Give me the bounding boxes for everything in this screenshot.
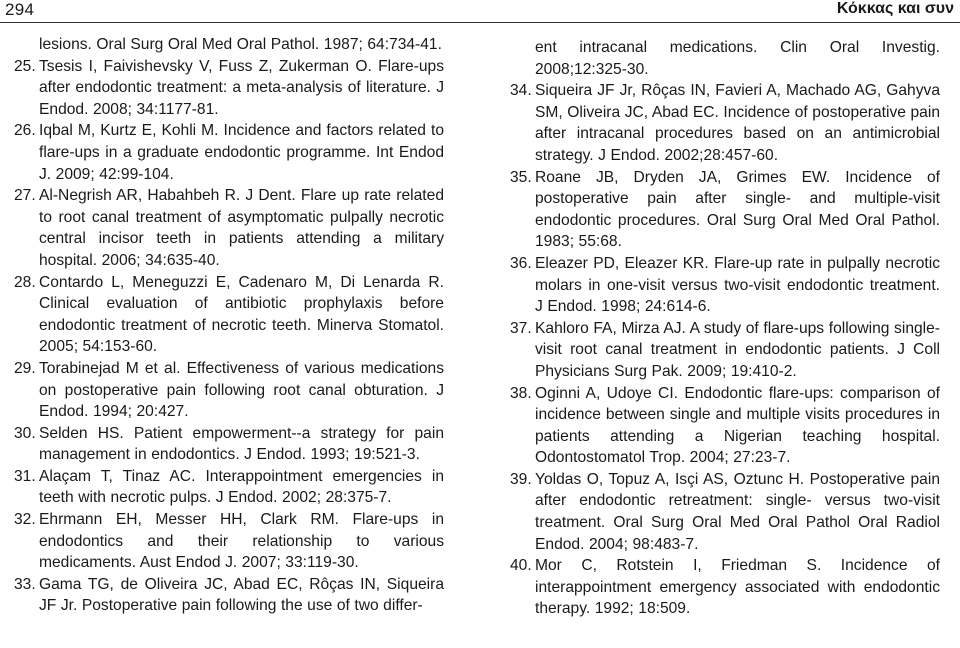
- reference-item: [510, 37, 940, 80]
- reference-text: Torabinejad M et al. Effectiveness of various medications on postoperative pain following root canal obturation. J Endod. 1994; 20:427.: [39, 359, 444, 421]
- reference-text: Eleazer PD, Eleazer KR. Flare-up rate in pulpally necrotic molars in one-visit versus two-visit endodontic treatment. J Endod. 1998; 24:614-6.: [535, 254, 940, 316]
- running-title: Κόκκας και συν: [836, 0, 954, 17]
- reference-item: [510, 383, 940, 469]
- reference-text: Siqueira JF Jr, Rôças IN, Favieri A, Machado AG, Gahyva SM, Oliveira JC, Abad EC. Incidence of postoperative pain after intracanal procedures based on an antimicrobial strategy. J Endod. 2002;28:457-60.: [535, 82, 940, 164]
- page-number: 294: [5, 0, 35, 19]
- reference-item: [14, 56, 444, 121]
- reference-text: Selden HS. Patient empowerment--a strategy for pain management in endodontics. J Endod. 1993; 19:521-3.: [39, 424, 444, 464]
- reference-number: 28.: [14, 273, 36, 291]
- reference-item: [510, 253, 940, 318]
- reference-item: [14, 185, 444, 271]
- reference-text: ent intracanal medications. Clin Oral Investig. 2008;12:325-30.: [535, 39, 940, 78]
- reference-text: lesions. Oral Surg Oral Med Oral Pathol. 1987; 64:734-41.: [39, 36, 442, 53]
- reference-text: Ehrmann EH, Messer HH, Clark RM. Flare-ups in endodontics and their relationship to various medicaments. Aust Endod J. 2007; 33:119-30.: [39, 511, 444, 572]
- reference-text: Alaçam T, Tinaz AC. Interappointment emergencies in teeth with necrotic pulps. J Endod. 2002; 28:375-7.: [39, 467, 444, 507]
- reference-text: Gama TG, de Oliveira JC, Abad EC, Rôças IN, Siqueira JF Jr. Postoperative pain following the use of two differ-: [39, 575, 444, 615]
- reference-text: Iqbal M, Kurtz E, Kohli M. Incidence and factors related to flare-ups in a graduate endodontic programme. Int Endod J. 2009; 42:99-104.: [39, 122, 444, 183]
- right-column: [510, 37, 940, 620]
- reference-number: 35.: [510, 168, 532, 186]
- reference-number: 38.: [510, 384, 532, 402]
- reference-number: 29.: [14, 359, 36, 377]
- reference-number: 39.: [510, 470, 532, 488]
- reference-item: [510, 318, 940, 383]
- reference-number: 25.: [14, 57, 36, 75]
- reference-number: 37.: [510, 319, 532, 337]
- reference-text: Oginni A, Udoye CI. Endodontic flare-ups: comparison of incidence between single and multiple visits procedures in patients attending a Nigerian teaching hospital. Odontostomatol Trop. 2004; 27:23-7.: [535, 384, 940, 467]
- reference-number: 40.: [510, 557, 532, 575]
- reference-item: [14, 34, 444, 56]
- header-rule: [0, 22, 960, 23]
- reference-number: 33.: [14, 575, 36, 593]
- reference-item: [510, 555, 940, 620]
- reference-text: Roane JB, Dryden JA, Grimes EW. Incidence of postoperative pain after single- and multiple-visit endodontic procedures. Oral Surg Oral Med Oral Pathol. 1983; 55:68.: [535, 168, 940, 251]
- reference-number: 36.: [510, 254, 532, 272]
- page-header: [0, 0, 960, 28]
- reference-item: [14, 466, 444, 509]
- reference-item: [14, 509, 444, 574]
- reference-item: [14, 358, 444, 423]
- left-column: [14, 34, 444, 617]
- reference-item: [510, 80, 940, 166]
- reference-text: Yoldas O, Topuz A, Isçi AS, Oztunc H. Postoperative pain after endodontic retreatment: single- versus two-visit treatment. Oral Surg Oral Med Oral Pathol Oral Radiol Endod. 2004; 98:483-7.: [535, 470, 940, 553]
- reference-item: [14, 574, 444, 617]
- reference-number: 32.: [14, 511, 36, 529]
- reference-text: Contardo L, Meneguzzi E, Cadenaro M, Di Lenarda R. Clinical evaluation of antibiotic prophylaxis before endodontic treatment of necrotic teeth. Minerva Stomatol. 2005; 54:153-60.: [39, 273, 444, 356]
- reference-number: 30.: [14, 424, 36, 442]
- reference-item: [14, 272, 444, 358]
- reference-text: Kahloro FA, Mirza AJ. A study of flare-ups following single-visit root canal treatment in endodontic patients. J Coll Physicians Surg Pak. 2009; 19:410-2.: [535, 319, 940, 380]
- reference-item: [14, 423, 444, 466]
- reference-item: [510, 167, 940, 253]
- reference-text: Tsesis I, Faivishevsky V, Fuss Z, Zukerman O. Flare-ups after endodontic treatment: a meta-analysis of literature. J Endod. 2008; 34:1177-81.: [39, 57, 444, 118]
- reference-number: 27.: [14, 187, 36, 205]
- reference-item: [14, 120, 444, 185]
- reference-number: 34.: [510, 82, 532, 100]
- reference-number: 26.: [14, 122, 36, 140]
- reference-text: Mor C, Rotstein I, Friedman S. Incidence of interappointment emergency associated with endodontic therapy. 1992; 18:509.: [535, 557, 940, 618]
- reference-text: Al-Negrish AR, Habahbeh R. J Dent. Flare up rate related to root canal treatment of asymptomatic pulpally necrotic central incisor teeth in patients attending a military hospital. 2006; 34:635-40.: [39, 187, 444, 269]
- reference-number: 31.: [14, 467, 36, 485]
- reference-item: [510, 469, 940, 555]
